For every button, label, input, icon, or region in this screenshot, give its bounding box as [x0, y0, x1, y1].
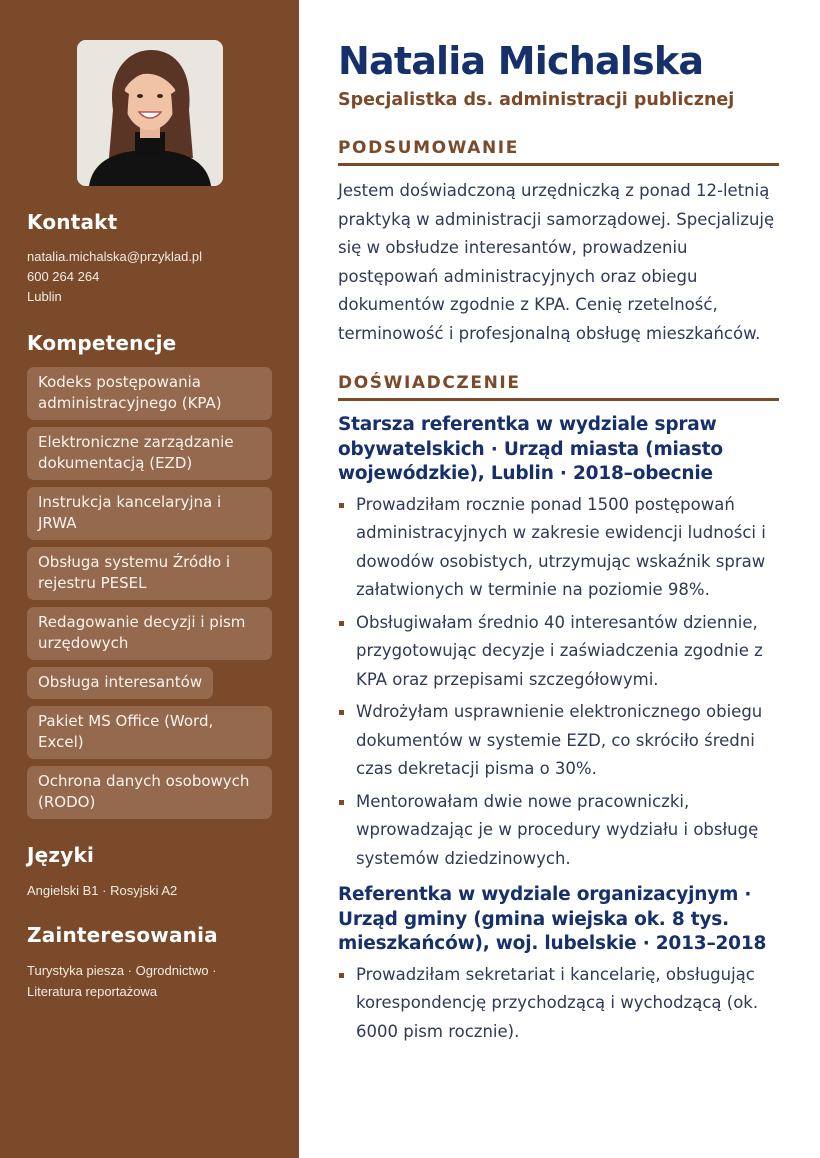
- experience-heading: DOŚWIADCZENIE: [338, 373, 779, 401]
- summary-heading: PODSUMOWANIE: [338, 138, 779, 166]
- bullet-item: [338, 961, 779, 1047]
- job-title: Referentka w wydziale organizacyjnym · Urząd gminy (gmina wiejska ok. 8 tys. mieszkańców), woj. lubelskie · 2013–2018: [338, 884, 767, 954]
- contact-email[interactable]: natalia.michalska@przyklad.pl: [27, 249, 203, 264]
- job-bullets: [338, 491, 779, 874]
- bullet-text: Prowadziłam rocznie ponad 1500 postępowań administracyjnych w zakresie ewidencji ludności i dowodów osobistych, utrzymując wskaźnik spraw załatwionych w terminie na poziomie 98%.: [356, 494, 766, 599]
- summary-text: Jestem doświadczoną urzędniczką z ponad 12-letnią praktyką w administracji samorządowej. Specjalizuję się w obsłudze interesantów, prowadzeniu postępowań administracyjnych oraz obiegu dokumentów zgodnie z KPA. Cenię rzetelność, terminowość i profesjonalną obsługę mieszkańców.: [338, 181, 775, 343]
- contact-city: Lublin: [27, 289, 62, 304]
- job-entry: [338, 883, 779, 1046]
- contact-heading: Kontakt: [27, 210, 118, 234]
- job-bullets: [338, 961, 779, 1047]
- bullet-square-icon: [339, 800, 344, 805]
- skill-chip: Ochrona danych osobowych (RODO): [27, 766, 272, 819]
- bullet-item: [338, 491, 779, 605]
- skill-chip: Kodeks postępowania administracyjnego (KPA): [27, 367, 272, 420]
- bullet-text: Obsługiwałam średnio 40 interesantów dziennie, przygotowując decyzje i zaświadczenia zgodnie z KPA oraz przepisami szczegółowymi.: [356, 612, 763, 689]
- skill-chip: Redagowanie decyzji i pism urzędowych: [27, 607, 272, 660]
- skills-heading: Kompetencje: [27, 331, 177, 355]
- job-entry: [338, 413, 779, 873]
- languages-heading: Języki: [27, 843, 95, 867]
- sidebar: [0, 0, 299, 1158]
- main-content: [338, 38, 779, 1050]
- bullet-text: Prowadziłam sekretariat i kancelarię, obsługując korespondencję przychodzącą i wychodzącą (ok. 6000 pism rocznie).: [356, 964, 759, 1041]
- interests-text: Turystyka piesza · Ogrodnictwo · Literatura reportażowa: [27, 963, 217, 999]
- skill-chip: Obsługa interesantów: [27, 667, 213, 699]
- job-role: Specjalistka ds. administracji publicznej: [338, 90, 735, 110]
- bullet-item: [338, 609, 779, 695]
- person-name: Natalia Michalska: [338, 39, 704, 83]
- skill-chip: Instrukcja kancelaryjna i JRWA: [27, 487, 272, 540]
- bullet-square-icon: [339, 621, 344, 626]
- bullet-square-icon: [339, 710, 344, 715]
- skill-chip: Elektroniczne zarządzanie dokumentacją (EZD): [27, 427, 272, 480]
- skills-list: [27, 367, 272, 819]
- interests-heading: Zainteresowania: [27, 923, 218, 947]
- contact-block: [27, 247, 299, 307]
- bullet-square-icon: [339, 973, 344, 978]
- bullet-text: Mentorowałam dwie nowe pracowniczki, wprowadzając je w procedury wydziału i obsługę systemów dziedzinowych.: [356, 791, 759, 868]
- profile-photo: [77, 40, 223, 186]
- bullet-item: [338, 788, 779, 874]
- skill-chip: Obsługa systemu Źródło i rejestru PESEL: [27, 547, 272, 600]
- skill-chip: Pakiet MS Office (Word, Excel): [27, 706, 272, 759]
- portrait-illustration: [77, 40, 223, 186]
- bullet-square-icon: [339, 503, 344, 508]
- bullet-item: [338, 698, 779, 784]
- languages-text: Angielski B1 · Rosyjski A2: [27, 883, 178, 898]
- contact-phone[interactable]: 600 264 264: [27, 269, 100, 284]
- bullet-text: Wdrożyłam usprawnienie elektronicznego obiegu dokumentów w systemie EZD, co skróciło średni czas dekretacji pisma o 30%.: [356, 702, 763, 778]
- job-title: Starsza referentka w wydziale spraw obywatelskich · Urząd miasta (miasto wojewódzkie), Lublin · 2018–obecnie: [338, 414, 723, 484]
